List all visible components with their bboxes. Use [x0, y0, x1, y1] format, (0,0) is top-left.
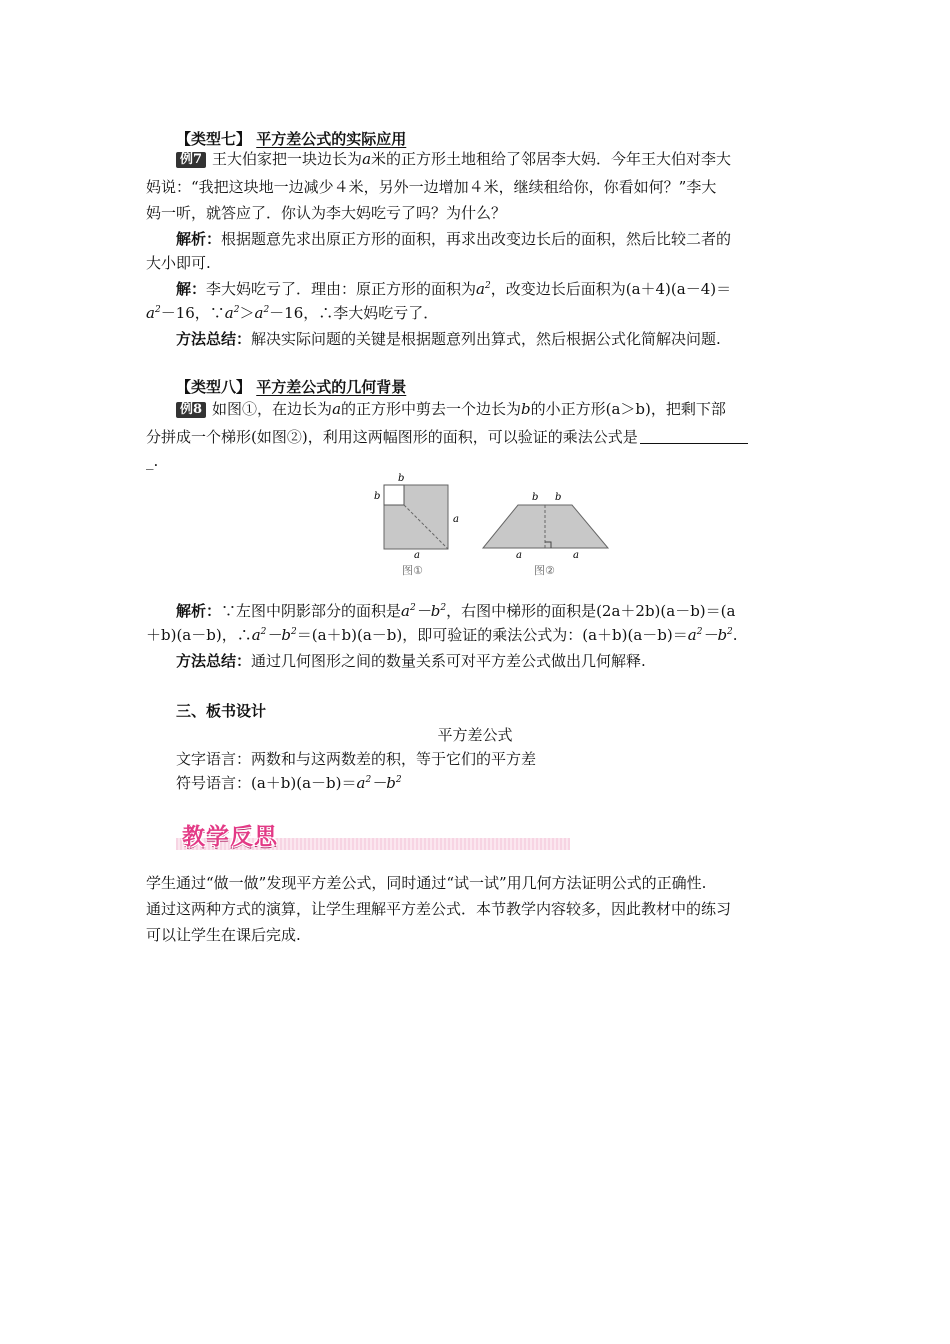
- var-b: b: [521, 400, 531, 418]
- formula: $a^2-b^2$: [251, 626, 297, 644]
- type7-analysis-line1: [176, 228, 731, 250]
- var-a: a: [332, 400, 342, 418]
- analysis-label: 解析：: [176, 602, 222, 620]
- text: ＋b)(a－b)，∴: [146, 626, 252, 644]
- board-title: 平方差公式: [437, 726, 513, 744]
- label-b-left: b: [374, 491, 381, 502]
- formula: $a^2-b^2$: [687, 626, 733, 644]
- label-b-top: b: [398, 473, 405, 484]
- type8-problem-line1: [176, 398, 726, 420]
- text: 的小正方形(a＞b)，把剩下部: [530, 400, 726, 418]
- banner-title: 教学反思: [182, 824, 278, 850]
- text: ，右图中梯形的面积是(2a＋2b)(a－b)＝(a: [446, 602, 736, 620]
- formula: $a^2$: [254, 304, 270, 322]
- formula: $a^2-b^2$: [356, 774, 402, 792]
- text: 李大妈吃亏了．理由：原正方形的面积为: [206, 280, 477, 298]
- label-a-bottom-right: a: [573, 550, 579, 561]
- type8-problem-line2: [146, 426, 748, 448]
- example7-badge: 例7: [176, 152, 206, 168]
- text: ，改变边长后面积为(a＋4)(a－4)＝: [490, 280, 732, 298]
- text: －16，∵: [160, 304, 225, 322]
- example8-badge: 例8: [176, 402, 206, 418]
- solution-label: 解：: [176, 280, 207, 298]
- label-b-top-left: b: [532, 492, 539, 503]
- label-a-bottom: a: [414, 550, 420, 561]
- answer-blank[interactable]: [640, 429, 748, 444]
- text: 通过几何图形之间的数量关系可对平方差公式做出几何解释.: [251, 652, 646, 670]
- type7-heading-title: 平方差公式的实际应用: [256, 130, 407, 148]
- type7-solution-line2: $a^2-16$，$\because a^2>a^2-16$，∴李大妈吃亏了．: [146, 304, 439, 322]
- fig2-caption: 图②: [534, 564, 555, 577]
- text: ＝(a＋b)(a－b)，即可验证的乘法公式为：(a＋b)(a－b)＝: [296, 626, 688, 644]
- text: ∵左图中阴影部分的面积是: [221, 602, 402, 620]
- type7-solution-line1: [176, 278, 731, 300]
- type7-heading-bracket: 【类型七】: [176, 130, 252, 148]
- type7-heading: [176, 128, 406, 150]
- type8-analysis-line2: ＋b)(a－b)，$\therefore a^2-b^2=(a+b)(a-b)$，即可验证的乘法公式为：$(a+b)(a-b)=a^2-b^2$.: [146, 626, 738, 644]
- type8-problem-line3: _.: [146, 452, 159, 470]
- analysis-label: 解析：: [176, 230, 222, 248]
- type7-summary: [176, 328, 721, 350]
- summary-label: 方法总结：: [176, 330, 252, 348]
- text: 根据题意先求出原正方形的面积，再求出改变边长后的面积，然后比较二者的: [221, 230, 732, 248]
- geometry-figure: [372, 470, 612, 580]
- formula: $a^2$: [146, 304, 161, 322]
- text: 解决实际问题的关键是根据题意列出算式，然后根据公式化简解决问题.: [251, 330, 721, 348]
- reflection-line2: 通过这两种方式的演算，让学生理解平方差公式．本节教学内容较多，因此教材中的练习: [146, 900, 732, 918]
- text: 分拼成一个梯形(如图②)，利用这两幅图形的面积，可以验证的乘法公式是: [146, 428, 638, 446]
- type8-summary: [176, 650, 646, 672]
- text: 如图①，在边长为: [212, 400, 333, 418]
- type7-problem-line1: [176, 148, 731, 170]
- type8-heading-bracket: 【类型八】: [176, 378, 252, 396]
- reflection-line1: 学生通过“做一做”发现平方差公式，同时通过“试一试”用几何方法证明公式的正确性.: [146, 874, 707, 892]
- text: －16，∴李大妈吃亏了．: [269, 304, 439, 322]
- type7-problem-line2: 妈说：“我把这块地一边减少４米，另外一边增加４米，继续租给你，你看如何？”李大: [146, 178, 717, 196]
- formula: $a^2$: [224, 304, 240, 322]
- text: 王大伯家把一块边长为: [212, 150, 363, 168]
- formula: $a^2-b^2$: [401, 602, 447, 620]
- text: 米的正方形土地租给了邻居李大妈．今年王大伯对李大: [371, 150, 732, 168]
- fig1-caption: 图①: [402, 564, 423, 577]
- label-a-bottom-left: a: [516, 550, 522, 561]
- type7-analysis-line2: 大小即可.: [146, 254, 211, 272]
- type8-analysis-line1: [176, 600, 735, 622]
- formula: $a^2$: [476, 280, 491, 298]
- text: 的正方形中剪去一个边长为: [341, 400, 522, 418]
- label-a-right: a: [453, 514, 459, 525]
- formula: (a＋b)(a－b)＝: [251, 774, 357, 792]
- board-text-language: 文字语言：两数和与这两数差的积，等于它们的平方差: [176, 750, 537, 768]
- label-b-top-right: b: [555, 492, 562, 503]
- small-square-cut: [384, 485, 404, 505]
- type8-heading: [176, 376, 406, 398]
- var-a: a: [362, 150, 372, 168]
- type7-problem-line3: 妈一听，就答应了．你认为李大妈吃亏了吗？为什么？: [146, 204, 507, 222]
- board-section-title: 三、板书设计: [176, 702, 267, 720]
- type8-heading-title: 平方差公式的几何背景: [256, 378, 407, 396]
- summary-label: 方法总结：: [176, 652, 252, 670]
- reflection-banner: [176, 818, 570, 854]
- reflection-line3: 可以让学生在课后完成.: [146, 926, 301, 944]
- text: 符号语言：: [176, 774, 252, 792]
- board-symbol-language: [176, 772, 402, 794]
